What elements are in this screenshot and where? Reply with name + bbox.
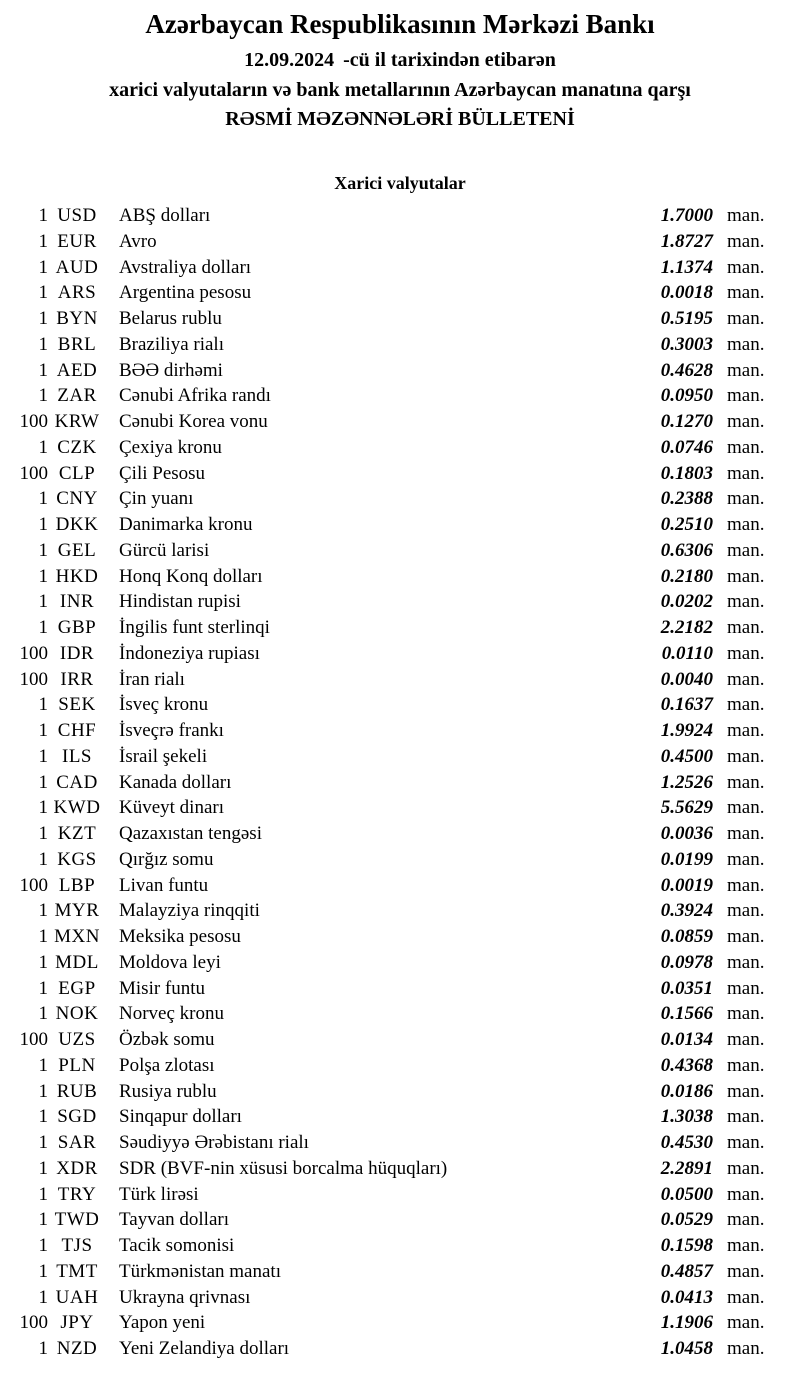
currency-code-cell: USD (57, 205, 97, 226)
unit-cell: man. (727, 1183, 765, 1205)
quantity-cell: 1 (38, 565, 48, 587)
currency-name-cell: Tayvan dolları (119, 1209, 229, 1231)
currency-code-cell: DKK (55, 514, 99, 535)
quantity-cell: 1 (38, 385, 48, 407)
quantity-cell: 1 (38, 720, 48, 741)
rate-value-cell: 0.0186 (660, 1080, 713, 1102)
unit-cell: man. (727, 514, 765, 535)
currency-code-cell: ARS (57, 282, 97, 304)
rate-row (0, 1207, 770, 1233)
rate-row (0, 1027, 770, 1053)
unit-cell: man. (727, 1260, 765, 1282)
rate-value-cell: 0.0859 (660, 926, 713, 947)
currency-code-cell: JPY (60, 1312, 94, 1334)
currency-code-cell: CNY (56, 488, 98, 510)
rate-row (0, 898, 770, 924)
effective-date-line (0, 49, 800, 71)
currency-name-cell: İsveçrə frankı (119, 720, 224, 741)
currency-name-cell: Argentina pesosu (119, 282, 252, 304)
unit-cell: man. (727, 874, 765, 896)
currency-code-cell: CZK (57, 436, 97, 458)
quantity-cell: 1 (38, 771, 48, 793)
rate-row (0, 744, 770, 770)
rate-row (0, 1001, 770, 1027)
unit-cell: man. (727, 771, 765, 793)
unit-cell: man. (727, 1080, 765, 1102)
quantity-cell: 100 (19, 462, 48, 484)
rate-row (0, 306, 770, 332)
currency-code-cell: SAR (57, 1132, 97, 1153)
quantity-cell: 1 (38, 926, 48, 947)
rate-row (0, 358, 770, 384)
unit-cell: man. (727, 951, 765, 973)
rate-row (0, 976, 770, 1002)
unit-cell: man. (727, 539, 765, 561)
rate-value-cell: 0.1270 (660, 411, 713, 432)
quantity-cell: 1 (38, 1286, 48, 1308)
unit-cell: man. (727, 1132, 765, 1153)
rate-row (0, 280, 770, 306)
currency-name-cell: Gürcü larisi (119, 539, 210, 561)
quantity-cell: 1 (38, 308, 48, 329)
rate-value-cell: 0.0134 (660, 1029, 713, 1050)
quantity-cell: 1 (38, 436, 48, 458)
currency-code-cell: IRR (60, 668, 94, 690)
currency-name-cell: Yeni Zelandiya dolları (119, 1338, 290, 1359)
currency-name-cell: İsveç kronu (119, 694, 209, 716)
quantity-cell: 1 (38, 1260, 48, 1282)
quantity-cell: 1 (38, 900, 48, 922)
rate-value-cell: 0.2510 (660, 514, 713, 535)
rate-value-cell: 2.2891 (660, 1157, 713, 1179)
document-subtitle: xarici valyutaların və bank metallarının Azərbaycan manatına qarşı (109, 79, 691, 101)
currency-name-cell: Livan funtu (119, 874, 209, 896)
quantity-cell: 1 (38, 1157, 48, 1179)
currency-code-cell: HKD (55, 565, 99, 587)
rate-value-cell: 5.5629 (660, 797, 713, 819)
currency-name-cell: Hindistan rupisi (119, 591, 241, 613)
unit-cell: man. (727, 462, 765, 484)
rate-row (0, 1053, 770, 1079)
rate-value-cell: 2.2182 (660, 617, 713, 638)
currency-name-cell: Kanada dolları (119, 771, 232, 793)
rate-row (0, 589, 770, 615)
currency-code-cell: MDL (55, 951, 99, 973)
rate-value-cell: 0.6306 (660, 539, 713, 561)
quantity-cell: 100 (19, 411, 48, 432)
rate-value-cell: 0.4368 (660, 1054, 713, 1076)
unit-cell: man. (727, 797, 765, 819)
currency-code-cell: SEK (58, 694, 96, 716)
bank-title: Azərbaycan Respublikasının Mərkəzi Bankı (145, 9, 655, 39)
rate-row (0, 461, 770, 487)
rate-value-cell: 0.0529 (660, 1209, 713, 1231)
currency-name-cell: Türkmənistan manatı (119, 1260, 281, 1282)
currency-name-cell: Belarus rublu (119, 308, 222, 329)
rate-row (0, 1104, 770, 1130)
rate-row (0, 1182, 770, 1208)
unit-cell: man. (727, 668, 765, 690)
document-header (0, 8, 800, 130)
unit-cell: man. (727, 1338, 765, 1359)
currency-code-cell: GBP (57, 617, 97, 638)
rate-row (0, 512, 770, 538)
currency-code-cell: SGD (57, 1106, 97, 1128)
currency-code-cell: XDR (56, 1157, 98, 1179)
rate-value-cell: 1.8727 (660, 230, 713, 252)
currency-name-cell: Çexiya kronu (119, 436, 222, 458)
rate-value-cell: 0.4530 (660, 1132, 713, 1153)
quantity-cell: 1 (38, 1054, 48, 1076)
currency-code-cell: PLN (58, 1054, 96, 1076)
currency-code-cell: CAD (56, 771, 98, 793)
currency-code-cell: MYR (54, 900, 100, 922)
currency-code-cell: IDR (59, 642, 95, 664)
currency-name-cell: ABŞ dolları (119, 205, 211, 226)
rate-row (0, 770, 770, 796)
currency-name-cell: Çin yuanı (119, 488, 194, 510)
currency-name-cell: Norveç kronu (119, 1003, 224, 1025)
currency-name-cell: SDR (BVF-nin xüsusi borcalma hüquqları) (119, 1157, 448, 1179)
currency-code-cell: MXN (54, 926, 100, 947)
unit-cell: man. (727, 411, 765, 432)
currency-code-cell: TRY (57, 1183, 97, 1205)
rate-row (0, 1285, 770, 1311)
currency-name-cell: Braziliya rialı (119, 333, 224, 355)
rate-value-cell: 0.0950 (660, 385, 713, 407)
quantity-cell: 1 (38, 1003, 48, 1025)
rate-row (0, 1310, 770, 1336)
currency-code-cell: BYN (56, 308, 98, 329)
currency-name-cell: İran rialı (119, 668, 185, 690)
quantity-cell: 1 (38, 230, 48, 252)
unit-cell: man. (727, 900, 765, 922)
rate-value-cell: 0.1598 (660, 1235, 713, 1256)
rate-value-cell: 0.0351 (660, 977, 713, 999)
quantity-cell: 1 (38, 977, 48, 999)
currency-name-cell: İngilis funt sterlinqi (119, 617, 270, 638)
rate-value-cell: 0.0500 (660, 1183, 713, 1205)
rate-value-cell: 0.4628 (660, 359, 713, 381)
unit-cell: man. (727, 385, 765, 407)
quantity-cell: 1 (38, 1183, 48, 1205)
quantity-cell: 100 (19, 874, 48, 896)
rate-row (0, 950, 770, 976)
rate-value-cell: 1.9924 (660, 720, 713, 741)
unit-cell: man. (727, 205, 765, 226)
currency-code-cell: KWD (53, 797, 101, 819)
currency-name-cell: Yapon yeni (119, 1312, 206, 1334)
currency-code-cell: TMT (56, 1260, 98, 1282)
quantity-cell: 1 (38, 1132, 48, 1153)
rate-value-cell: 0.3003 (660, 333, 713, 355)
currency-code-cell: EGP (58, 977, 96, 999)
rate-value-cell: 0.3924 (660, 900, 713, 922)
quantity-cell: 100 (19, 668, 48, 690)
rate-row (0, 615, 770, 641)
currency-name-cell: Avro (119, 230, 157, 252)
rate-row (0, 486, 770, 512)
currency-name-cell: Küveyt dinarı (119, 797, 225, 819)
rate-value-cell: 1.7000 (660, 205, 713, 226)
currency-name-cell: Səudiyyə Ərəbistanı rialı (119, 1132, 309, 1153)
currency-name-cell: Çili Pesosu (119, 462, 206, 484)
rate-value-cell: 0.0040 (660, 668, 713, 690)
unit-cell: man. (727, 436, 765, 458)
currency-code-cell: RUB (56, 1080, 98, 1102)
rate-value-cell: 1.3038 (660, 1106, 713, 1128)
quantity-cell: 100 (19, 1029, 48, 1050)
currency-code-cell: INR (59, 591, 95, 613)
unit-cell: man. (727, 642, 765, 664)
quantity-cell: 1 (38, 1209, 48, 1231)
quantity-cell: 1 (38, 539, 48, 561)
section-title-foreign-currencies: Xarici valyutalar (334, 173, 466, 193)
rate-row (0, 332, 770, 358)
currency-name-cell: Misir funtu (119, 977, 206, 999)
rate-row (0, 847, 770, 873)
quantity-cell: 1 (38, 256, 48, 278)
quantity-cell: 1 (38, 333, 48, 355)
rate-row (0, 1130, 770, 1156)
quantity-cell: 100 (19, 642, 48, 664)
currency-code-cell: KRW (54, 411, 100, 432)
quantity-cell: 1 (38, 514, 48, 535)
currency-name-cell: Sinqapur dolları (119, 1106, 242, 1128)
currency-code-cell: BRL (57, 333, 97, 355)
rate-value-cell: 0.4857 (660, 1260, 713, 1282)
rate-value-cell: 0.4500 (660, 745, 713, 767)
bulletin-title: RƏSMİ MƏZƏNNƏLƏRİ BÜLLETENİ (225, 108, 575, 130)
currency-name-cell: İsrail şekeli (119, 745, 208, 767)
currency-code-cell: TJS (61, 1235, 93, 1256)
currency-code-cell: CHF (57, 720, 97, 741)
unit-cell: man. (727, 282, 765, 304)
currency-name-cell: Meksika pesosu (119, 926, 241, 947)
unit-cell: man. (727, 1312, 765, 1334)
rate-row (0, 383, 770, 409)
unit-cell: man. (727, 1003, 765, 1025)
rate-row (0, 718, 770, 744)
rate-value-cell: 0.0110 (661, 642, 713, 664)
rate-value-cell: 0.0036 (660, 823, 713, 844)
rate-value-cell: 0.0019 (660, 874, 713, 896)
rate-value-cell: 1.0458 (660, 1338, 713, 1359)
rate-row (0, 409, 770, 435)
currency-code-cell: AUD (55, 256, 99, 278)
currency-name-cell: Özbək somu (119, 1029, 215, 1050)
unit-cell: man. (727, 848, 765, 870)
rate-row (0, 873, 770, 899)
currency-name-cell: Honq Konq dolları (119, 565, 263, 587)
currency-code-cell: UAH (55, 1286, 99, 1308)
rate-value-cell: 0.0018 (660, 282, 713, 304)
currency-name-cell: Malayziya rinqqiti (119, 900, 260, 922)
rate-value-cell: 0.2180 (660, 565, 713, 587)
unit-cell: man. (727, 926, 765, 947)
rate-value-cell: 0.5195 (660, 308, 713, 329)
quantity-cell: 1 (38, 591, 48, 613)
unit-cell: man. (727, 565, 765, 587)
currency-code-cell: TWD (54, 1209, 100, 1231)
rate-row (0, 1156, 770, 1182)
currency-code-cell: ILS (62, 745, 92, 767)
quantity-cell: 1 (38, 823, 48, 844)
currency-name-cell: Rusiya rublu (119, 1080, 217, 1102)
unit-cell: man. (727, 1054, 765, 1076)
currency-code-cell: GEL (57, 539, 97, 561)
rate-value-cell: 0.2388 (660, 488, 713, 510)
currency-code-cell: NOK (55, 1003, 99, 1025)
unit-cell: man. (727, 1209, 765, 1231)
rate-row (0, 538, 770, 564)
currency-name-cell: İndoneziya rupiası (119, 642, 260, 664)
rate-value-cell: 1.1374 (660, 256, 713, 278)
currency-code-cell: KGS (57, 848, 97, 870)
currency-code-cell: KZT (57, 823, 97, 844)
currency-code-cell: UZS (58, 1029, 96, 1050)
unit-cell: man. (727, 1106, 765, 1128)
rate-row (0, 924, 770, 950)
quantity-cell: 1 (38, 359, 48, 381)
quantity-cell: 1 (38, 1235, 48, 1256)
unit-cell: man. (727, 1157, 765, 1179)
rate-row (0, 1233, 770, 1259)
rate-row (0, 564, 770, 590)
quantity-cell: 1 (38, 694, 48, 716)
currency-code-cell: EUR (57, 230, 97, 252)
rate-value-cell: 1.2526 (660, 771, 713, 793)
rate-row (0, 641, 770, 667)
rate-value-cell: 0.0202 (660, 591, 713, 613)
quantity-cell: 1 (38, 282, 48, 304)
rate-value-cell: 0.1566 (660, 1003, 713, 1025)
quantity-cell: 1 (38, 205, 48, 226)
unit-cell: man. (727, 591, 765, 613)
rate-row (0, 692, 770, 718)
unit-cell: man. (727, 488, 765, 510)
currency-name-cell: Türk lirəsi (119, 1183, 199, 1205)
quantity-cell: 1 (38, 617, 48, 638)
unit-cell: man. (727, 359, 765, 381)
unit-cell: man. (727, 256, 765, 278)
quantity-cell: 100 (19, 1312, 48, 1334)
currency-code-cell: ZAR (57, 385, 97, 407)
currency-name-cell: BƏƏ dirhəmi (119, 359, 223, 381)
currency-name-cell: Moldova leyi (119, 951, 221, 973)
unit-cell: man. (727, 694, 765, 716)
unit-cell: man. (727, 333, 765, 355)
unit-cell: man. (727, 230, 765, 252)
rate-row (0, 229, 770, 255)
rate-row (0, 667, 770, 693)
rate-value-cell: 0.1803 (660, 462, 713, 484)
effective-date-suffix: -cü il tarixindən etibarən (343, 49, 556, 71)
unit-cell: man. (727, 1029, 765, 1050)
currency-name-cell: Ukrayna qrivnası (119, 1286, 251, 1308)
currency-name-cell: Cənubi Afrika randı (119, 385, 271, 407)
rate-value-cell: 0.1637 (660, 694, 713, 716)
rate-value-cell: 0.0978 (660, 951, 713, 973)
rate-row (0, 1079, 770, 1105)
unit-cell: man. (727, 1235, 765, 1256)
unit-cell: man. (727, 1286, 765, 1308)
quantity-cell: 1 (38, 1106, 48, 1128)
unit-cell: man. (727, 617, 765, 638)
unit-cell: man. (727, 308, 765, 329)
quantity-cell: 1 (38, 848, 48, 870)
rate-value-cell: 0.0413 (660, 1286, 713, 1308)
currency-code-cell: NZD (56, 1338, 98, 1359)
currency-code-cell: LBP (58, 874, 96, 896)
quantity-cell: 1 (38, 1080, 48, 1102)
rate-row (0, 1259, 770, 1285)
rate-value-cell: 0.0746 (660, 436, 713, 458)
rate-row (0, 435, 770, 461)
currency-name-cell: Tacik somonisi (119, 1235, 235, 1256)
unit-cell: man. (727, 720, 765, 741)
rate-row (0, 821, 770, 847)
currency-name-cell: Qazaxıstan tengəsi (119, 823, 262, 844)
currency-name-cell: Danimarka kronu (119, 514, 253, 535)
exchange-rates-table (0, 203, 770, 1362)
unit-cell: man. (727, 745, 765, 767)
rate-row (0, 1336, 770, 1362)
rate-value-cell: 0.0199 (660, 848, 713, 870)
rate-row (0, 203, 770, 229)
currency-name-cell: Polşa zlotası (119, 1054, 215, 1076)
currency-code-cell: CLP (58, 462, 96, 484)
currency-name-cell: Qırğız somu (119, 848, 214, 870)
quantity-cell: 1 (38, 488, 48, 510)
rate-row (0, 795, 770, 821)
quantity-cell: 1 (38, 797, 48, 819)
unit-cell: man. (727, 977, 765, 999)
quantity-cell: 1 (38, 951, 48, 973)
quantity-cell: 1 (38, 745, 48, 767)
currency-name-cell: Avstraliya dolları (119, 256, 252, 278)
rate-row (0, 255, 770, 281)
currency-code-cell: AED (56, 359, 98, 381)
quantity-cell: 1 (38, 1338, 48, 1359)
rate-value-cell: 1.1906 (660, 1312, 713, 1334)
effective-date: 12.09.2024 (244, 49, 335, 71)
unit-cell: man. (727, 823, 765, 844)
currency-name-cell: Cənubi Korea vonu (119, 411, 268, 432)
